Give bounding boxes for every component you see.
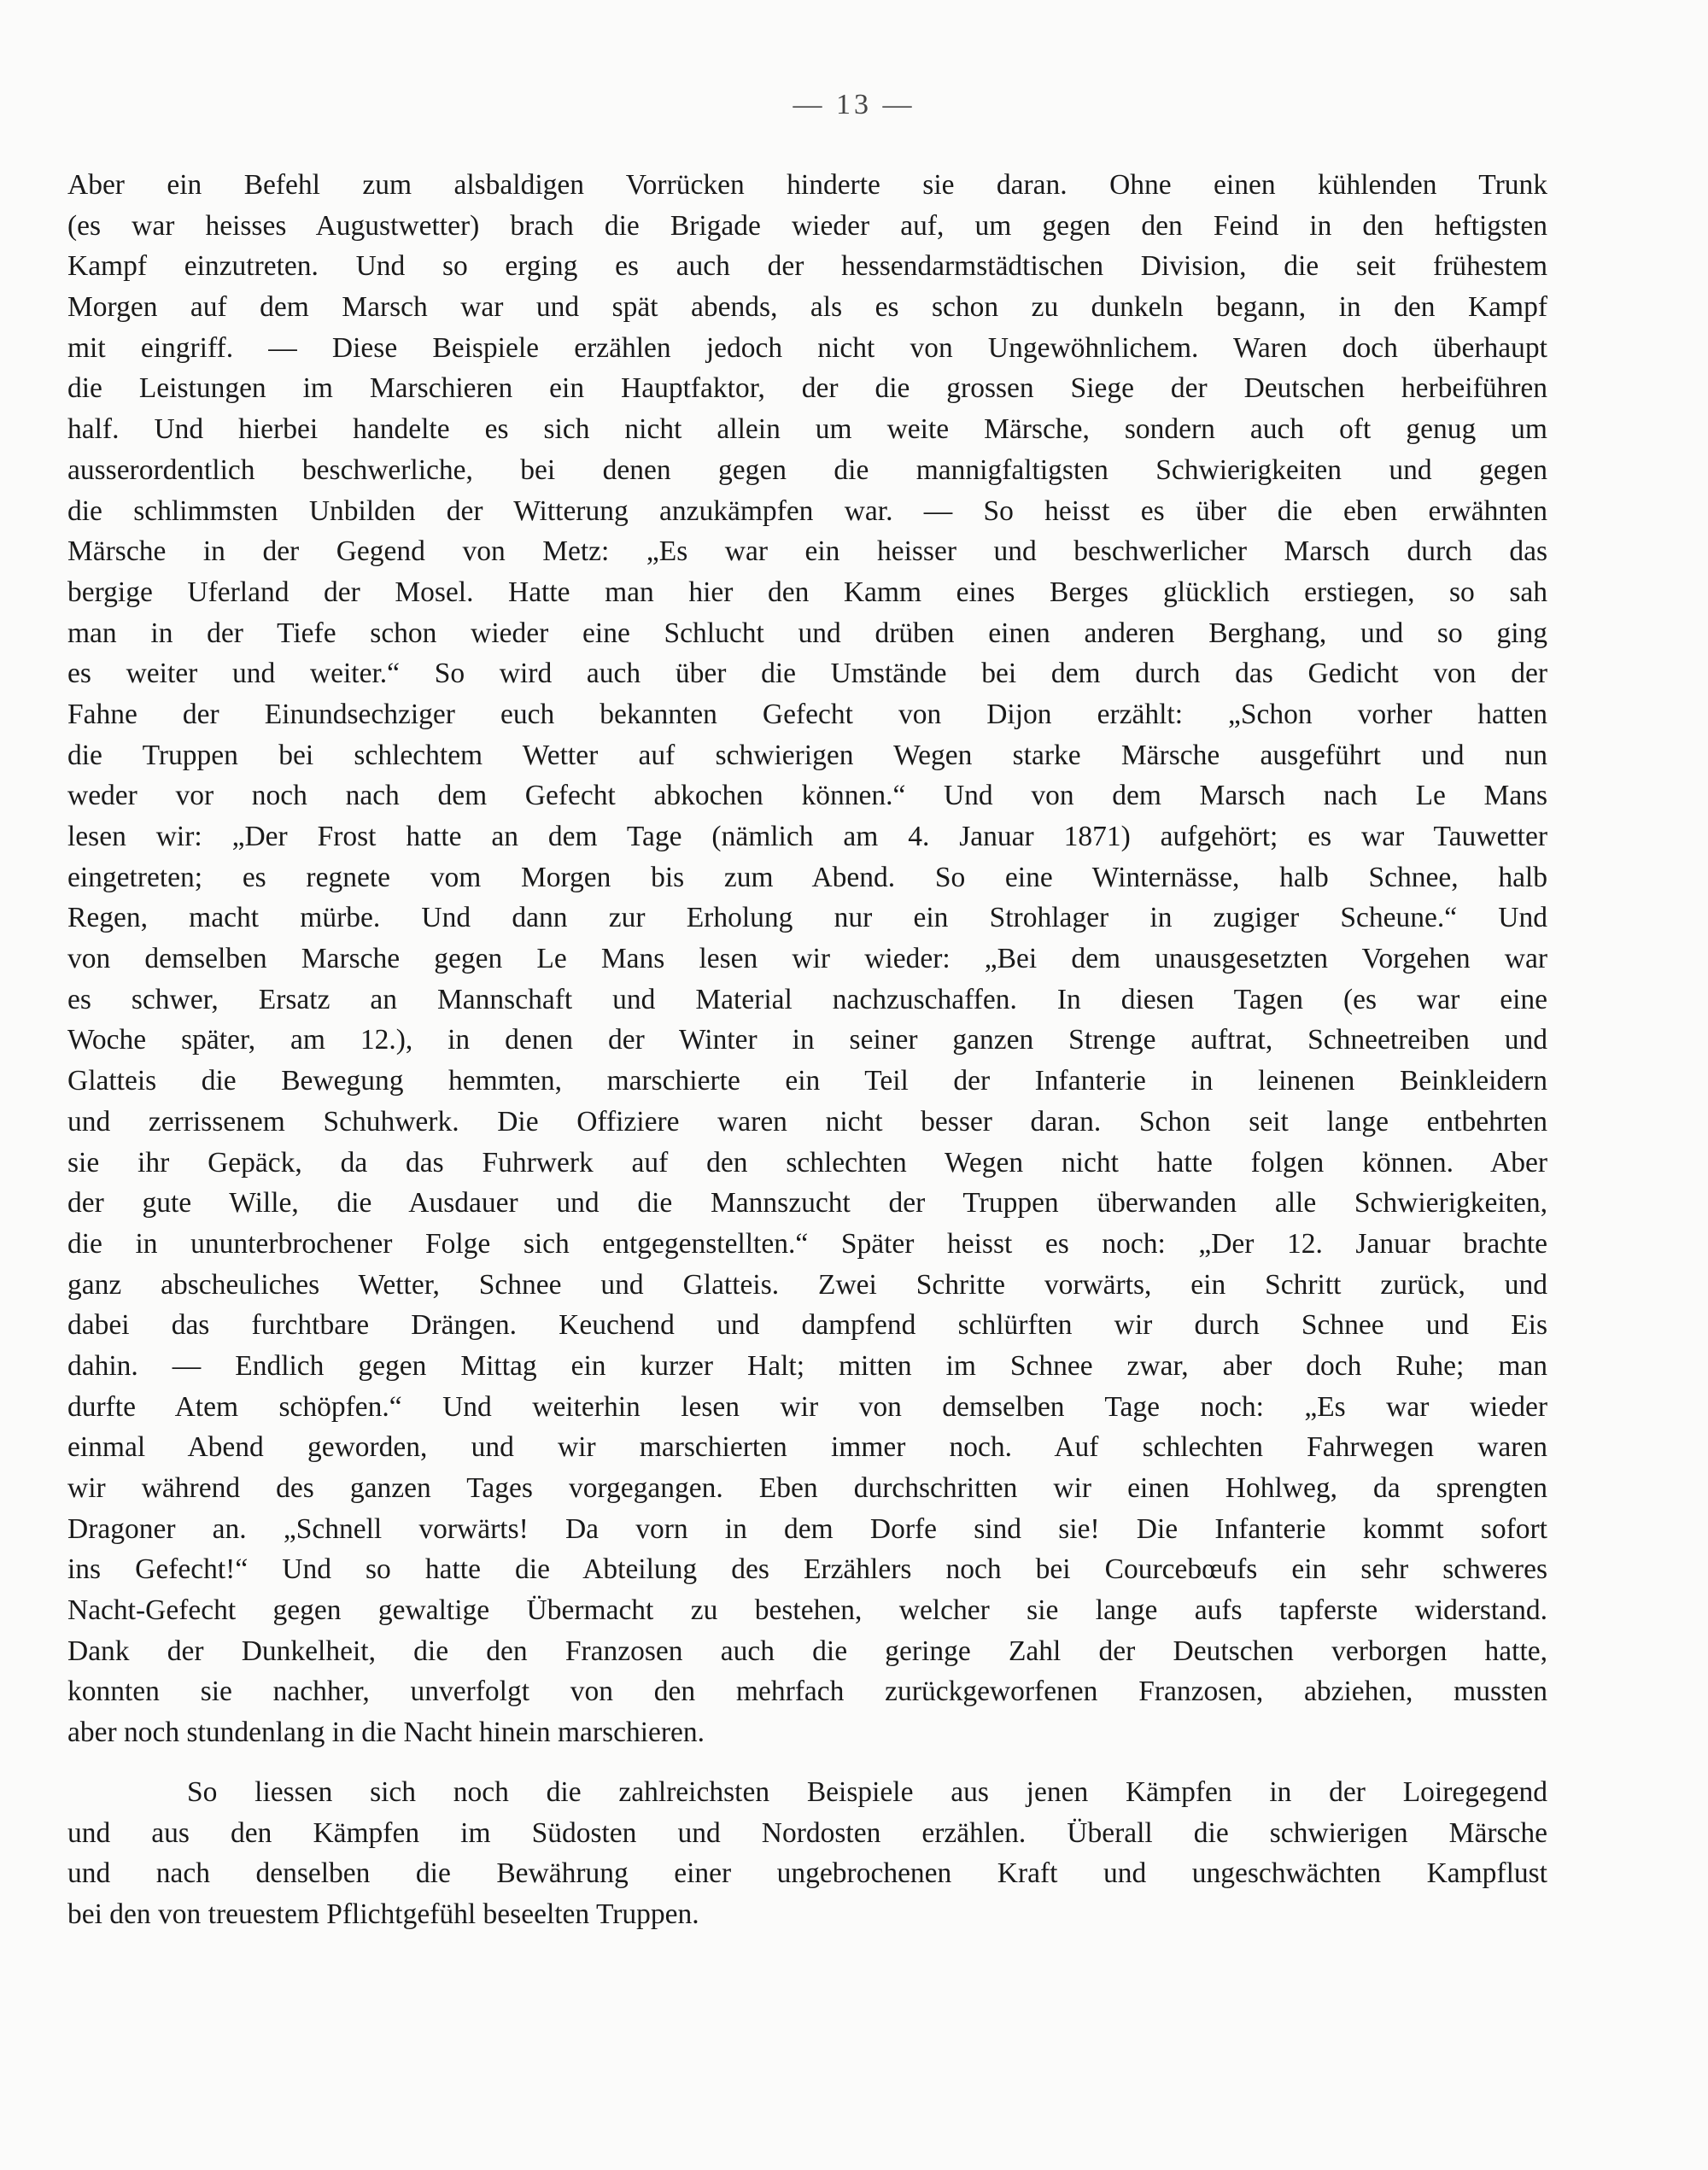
text-line: Dragoner an. „Schnell vorwärts! Da vorn in dem Dorfe sind sie! Die Infanterie kommt sofort xyxy=(67,1512,1547,1545)
paragraph-gap xyxy=(67,1753,1547,1772)
paragraph xyxy=(67,1772,1547,1935)
text-line: bei den von treuestem Pflichtgefühl beseelten Truppen. xyxy=(67,1898,699,1930)
text-line: es weiter und weiter.“ So wird auch über die Umstände bei dem durch das Gedicht von der xyxy=(67,658,1547,690)
text-line: und aus den Kämpfen im Südosten und Nordosten erzählen. Überall die schwierigen Märsche xyxy=(67,1816,1547,1849)
text-line: und nach denselben die Bewährung einer ungebrochenen Kraft und ungeschwächten Kampflust xyxy=(67,1857,1547,1890)
text-line: Nacht-Gefecht gegen gewaltige Übermacht zu bestehen, welcher sie lange aufs tapferste widerstand. xyxy=(67,1594,1547,1627)
text-line: Kampf einzutreten. Und so erging es auch der hessendarmstädtischen Division, die seit frühestem xyxy=(67,250,1547,283)
text-line: die Truppen bei schlechtem Wetter auf schwierigen Wegen starke Märsche ausgeführt und nun xyxy=(67,739,1547,771)
text-line: Woche später, am 12.), in denen der Winter in seiner ganzen Strenge auftrat, Schneetreiben und xyxy=(67,1024,1547,1056)
body-text xyxy=(67,165,1547,1935)
text-line: ausserordentlich beschwerliche, bei denen gegen die mannigfaltigsten Schwierigkeiten und gegen xyxy=(67,453,1547,486)
text-line: die schlimmsten Unbilden der Witterung anzukämpfen war. — So heisst es über die eben erwähnten xyxy=(67,494,1547,527)
text-line: ins Gefecht!“ Und so hatte die Abteilung des Erzählers noch bei Courcebœufs ein sehr schweres xyxy=(67,1553,1547,1586)
text-line: Fahne der Einundsechziger euch bekannten Gefecht von Dijon erzählt: „Schon vorher hatten xyxy=(67,698,1547,730)
text-line: konnten sie nachher, unverfolgt von den mehrfach zurückgeworfenen Franzosen, abziehen, mussten xyxy=(67,1676,1547,1708)
text-line: der gute Wille, die Ausdauer und die Mannszucht der Truppen überwanden alle Schwierigkeiten, xyxy=(67,1187,1547,1220)
text-line: bergige Uferland der Mosel. Hatte man hier den Kamm eines Berges glücklich erstiegen, so sah xyxy=(67,576,1547,608)
text-line: durfte Atem schöpfen.“ Und weiterhin lesen wir von demselben Tage noch: „Es war wieder xyxy=(67,1390,1547,1423)
text-line: Dank der Dunkelheit, die den Franzosen auch die geringe Zahl der Deutschen verborgen hatte, xyxy=(67,1635,1547,1667)
text-line: von demselben Marsche gegen Le Mans lesen wir wieder: „Bei dem unausgesetzten Vorgehen war xyxy=(67,943,1547,975)
text-line: weder vor noch nach dem Gefecht abkochen können.“ Und von dem Marsch nach Le Mans xyxy=(67,780,1547,812)
text-line: Morgen auf dem Marsch war und spät abends, als es schon zu dunkeln begann, in den Kampf xyxy=(67,291,1547,324)
text-line: und zerrissenem Schuhwerk. Die Offiziere waren nicht besser daran. Schon seit lange entbehrten xyxy=(67,1105,1547,1138)
text-line: Märsche in der Gegend von Metz: „Es war ein heisser und beschwerlicher Marsch durch das xyxy=(67,535,1547,568)
text-line: aber noch stundenlang in die Nacht hinein marschieren. xyxy=(67,1717,705,1749)
text-line: einmal Abend geworden, und wir marschierten immer noch. Auf schlechten Fahrwegen waren xyxy=(67,1431,1547,1464)
text-line: die in ununterbrochener Folge sich entgegenstellten.“ Später heisst es noch: „Der 12. Januar brachte xyxy=(67,1227,1547,1260)
text-line: So liessen sich noch die zahlreichsten Beispiele aus jenen Kämpfen in der Loiregegend xyxy=(187,1775,1547,1808)
text-line: ganz abscheuliches Wetter, Schnee und Glatteis. Zwei Schritte vorwärts, ein Schritt zurück, und xyxy=(67,1268,1547,1301)
text-line: (es war heisses Augustwetter) brach die Brigade wieder auf, um gegen den Feind in den heftigsten xyxy=(67,209,1547,242)
text-line: dahin. — Endlich gegen Mittag ein kurzer Halt; mitten im Schnee zwar, aber doch Ruhe; man xyxy=(67,1349,1547,1382)
text-line: wir während des ganzen Tages vorgegangen. Eben durchschritten wir einen Hohlweg, da sprengten xyxy=(67,1472,1547,1504)
text-line: man in der Tiefe schon wieder eine Schlucht und drüben einen anderen Berghang, und so ging xyxy=(67,617,1547,649)
page-number: — 13 — xyxy=(793,89,915,120)
text-line: mit eingriff. — Diese Beispiele erzählen jedoch nicht von Ungewöhnlichem. Waren doch überhaupt xyxy=(67,331,1547,364)
text-line: Regen, macht mürbe. Und dann zur Erholung nur ein Strohlager in zugiger Scheune.“ Und xyxy=(67,902,1547,934)
text-line: sie ihr Gepäck, da das Fuhrwerk auf den schlechten Wegen nicht hatte folgen können. Aber xyxy=(67,1146,1547,1179)
text-line: dabei das furchtbare Drängen. Keuchend und dampfend schlürften wir durch Schnee und Eis xyxy=(67,1309,1547,1342)
text-line: lesen wir: „Der Frost hatte an dem Tage (nämlich am 4. Januar 1871) aufgehört; es war Tauwetter xyxy=(67,821,1547,852)
text-line: half. Und hierbei handelte es sich nicht allein um weite Märsche, sondern auch oft genug um xyxy=(67,413,1547,446)
text-line: die Leistungen im Marschieren ein Hauptfaktor, der die grossen Siege der Deutschen herbeiführen xyxy=(67,372,1547,405)
text-line: Glatteis die Bewegung hemmten, marschierte ein Teil der Infanterie in leinenen Beinkleidern xyxy=(67,1065,1547,1097)
text-line: es schwer, Ersatz an Mannschaft und Material nachzuschaffen. In diesen Tagen (es war eine xyxy=(67,983,1547,1015)
paragraph xyxy=(67,165,1547,1753)
text-line: eingetreten; es regnete vom Morgen bis zum Abend. So eine Winternässe, halb Schnee, halb xyxy=(67,861,1547,893)
text-line: Aber ein Befehl zum alsbaldigen Vorrücken hinderte sie daran. Ohne einen kühlenden Trunk xyxy=(67,169,1547,201)
